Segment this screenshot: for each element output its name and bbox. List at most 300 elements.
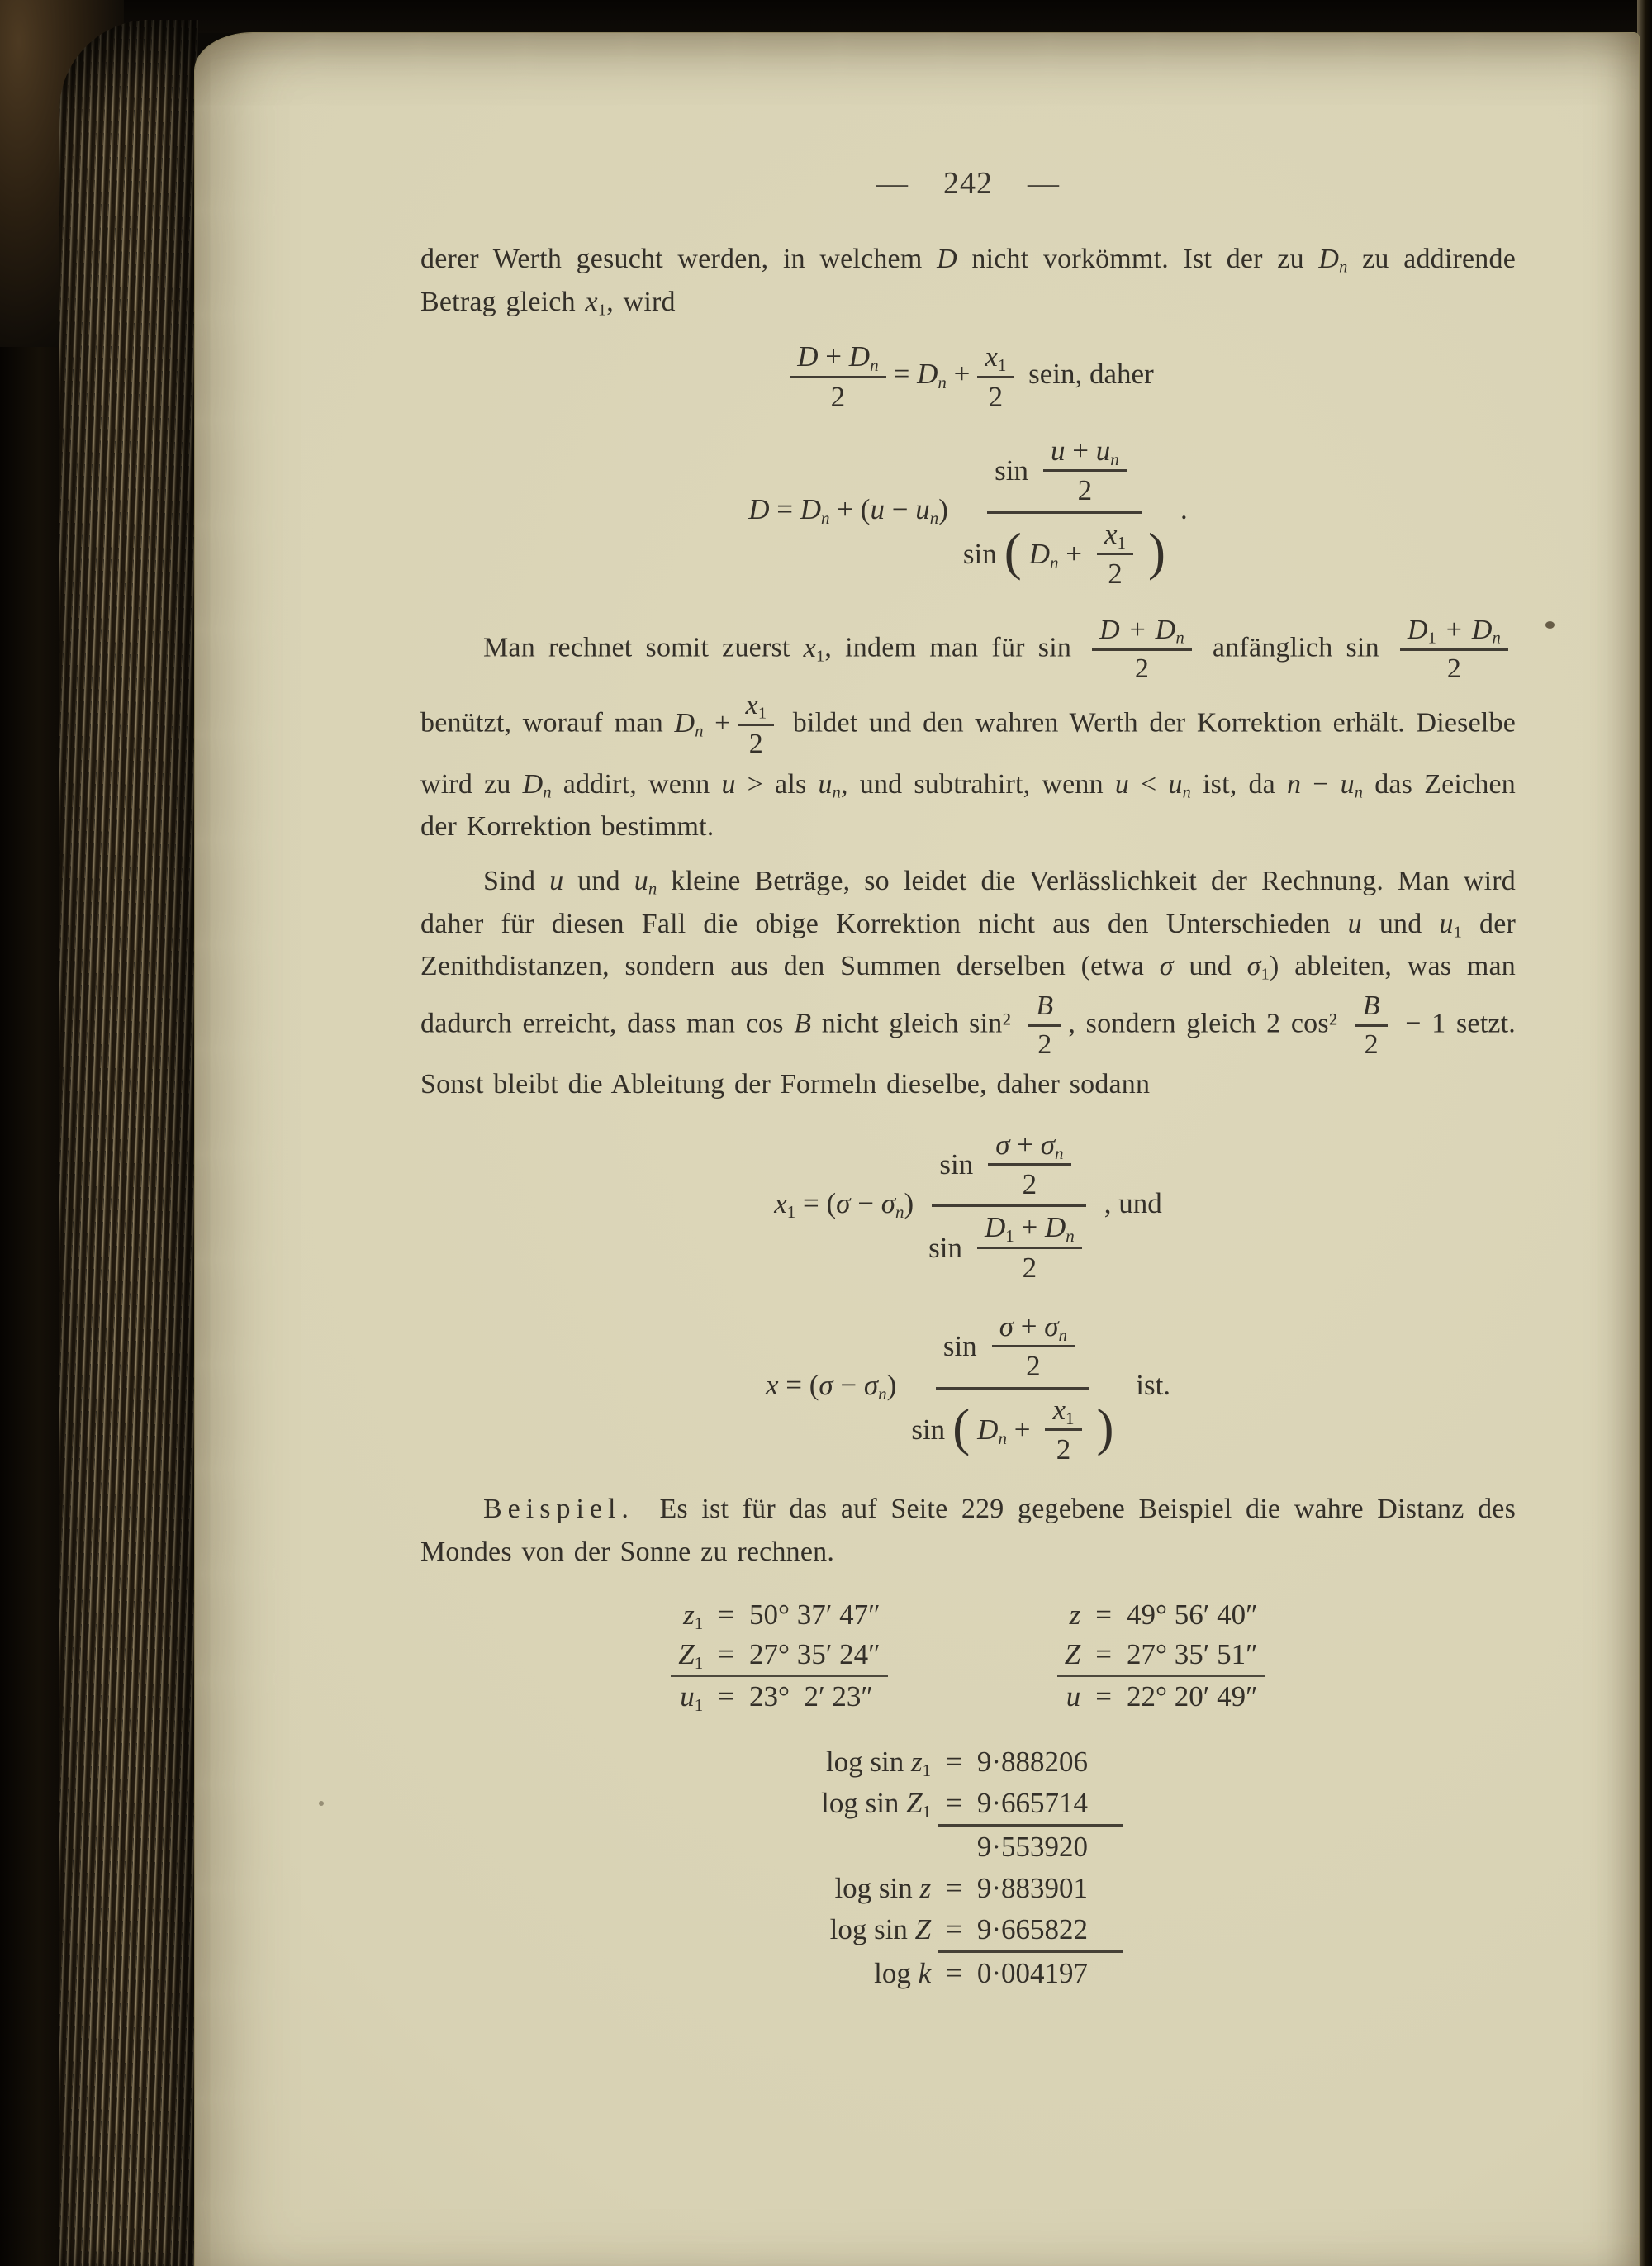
- math-symbol: [874, 1187, 881, 1219]
- math-token: u: [1114, 768, 1130, 800]
- math-token: u: [549, 865, 564, 896]
- denominator: [1440, 651, 1469, 687]
- math-run: [1099, 614, 1184, 647]
- subscript: [930, 508, 939, 528]
- text-run: Sind: [483, 865, 550, 896]
- equals-sign: =: [938, 1909, 970, 1953]
- text-run: und: [1361, 908, 1440, 939]
- math-token: 1: [1066, 1408, 1075, 1428]
- math-token: D: [984, 1211, 1006, 1244]
- value-column-right: [1057, 1595, 1265, 1717]
- numerator: [977, 338, 1014, 378]
- paragraph-example: [420, 1488, 1516, 1573]
- text-run: , indem man für sin: [824, 632, 1085, 663]
- numerator: [1043, 432, 1127, 472]
- numerator: [932, 1124, 1085, 1208]
- math-run: [995, 1128, 1063, 1162]
- math-token: σ: [1246, 951, 1261, 982]
- denominator: [1049, 1431, 1079, 1468]
- math-run: [1029, 537, 1082, 571]
- math-token: σ: [1044, 1310, 1059, 1342]
- equals-sign: =: [946, 1745, 962, 1778]
- log-row: [814, 1741, 1123, 1783]
- math-run: [674, 708, 730, 739]
- fraction: [1400, 612, 1508, 687]
- subscript: [1261, 966, 1270, 984]
- denominator: [1100, 555, 1130, 592]
- math-symbol: =: [786, 1369, 802, 1402]
- log-value: 9·888206: [976, 1745, 1089, 1778]
- log-label: [814, 1827, 938, 1868]
- denominator: [1127, 651, 1156, 687]
- math-token: n: [695, 722, 704, 741]
- math-symbol: [704, 708, 715, 739]
- math-token: 1: [997, 355, 1007, 376]
- log-label: log sin Z: [829, 1912, 932, 1945]
- math-token: u: [1439, 908, 1454, 939]
- math-token: x: [1104, 517, 1118, 550]
- equals-sign: =: [718, 1598, 735, 1631]
- value-row: [671, 1635, 887, 1677]
- value-text: 23° 2′ 23″: [749, 1679, 873, 1713]
- math-symbol: +: [1446, 615, 1463, 646]
- subscript: [695, 722, 703, 740]
- math-symbol: [1058, 538, 1066, 570]
- math-symbol: =: [893, 358, 910, 391]
- math-token: σ: [999, 1310, 1014, 1342]
- subscript: [998, 1428, 1007, 1448]
- subscript: [1066, 1408, 1075, 1428]
- math-token: n: [1110, 449, 1119, 469]
- scan-right-shadow: [1637, 0, 1652, 2266]
- math-symbol: [1301, 769, 1313, 800]
- text-run: nicht gleich sin²: [811, 1008, 1022, 1039]
- math-token: n: [938, 373, 947, 393]
- math-run: [765, 1369, 897, 1404]
- math-run: [803, 632, 825, 666]
- math-symbol: [1010, 1128, 1018, 1161]
- math-token: n: [998, 1428, 1007, 1448]
- value-row: [1057, 1595, 1265, 1635]
- math-token: σ: [995, 1128, 1010, 1161]
- subscript: [1428, 629, 1436, 648]
- subscript: [1118, 532, 1127, 552]
- display-formula-2: [420, 430, 1516, 594]
- text-run: 2: [988, 380, 1004, 413]
- math-token: x: [985, 340, 998, 373]
- math-run: [721, 769, 735, 800]
- subscript: [648, 881, 657, 899]
- math-token: n: [1066, 1226, 1075, 1247]
- math-symbol: [819, 1187, 827, 1219]
- math-symbol: [1065, 435, 1072, 467]
- fraction: [1028, 988, 1061, 1063]
- math-run: [1052, 1393, 1074, 1427]
- numerator: [992, 1308, 1075, 1347]
- math-run: [549, 866, 563, 896]
- display-formula-1: [420, 338, 1516, 416]
- log-value: 9·665822: [970, 1909, 1123, 1953]
- text-run: 2: [830, 380, 846, 413]
- text-run: 2: [1108, 557, 1123, 590]
- paragraph-2: [420, 612, 1516, 848]
- math-token: x: [745, 690, 758, 721]
- text-run: , wird: [606, 286, 676, 317]
- denominator: sin ( $D_n$ + $\frac{x_1}{2}$ ): [904, 1390, 1121, 1470]
- log-row: [814, 1783, 1123, 1827]
- math-run: [984, 1210, 1075, 1247]
- math-symbol: [909, 358, 917, 390]
- math-symbol: +: [1021, 1211, 1038, 1244]
- math-symbol: −: [840, 1369, 857, 1402]
- log-value: 9·553920: [976, 1830, 1089, 1863]
- math-token: D: [1155, 615, 1176, 646]
- text-run: das Zeichen der Korrektion bestimmt.: [420, 768, 1517, 843]
- math-token: n: [929, 507, 939, 528]
- text-run: Man rechnet somit zuerst: [483, 632, 804, 663]
- math-symbol: +: [825, 340, 843, 373]
- emphasized-text: Beispiel.: [483, 1494, 634, 1525]
- subscript: [1493, 629, 1501, 648]
- subscript: [821, 508, 830, 528]
- text-run: 2: [1022, 1168, 1037, 1201]
- text-run: 2: [1446, 653, 1462, 685]
- subscript: [1055, 1143, 1064, 1163]
- math-symbol: [853, 493, 861, 525]
- math-token: n: [878, 1384, 887, 1404]
- math-token: 1: [597, 301, 607, 320]
- text-run: zu addirende Betrag gleich: [420, 244, 1516, 317]
- math-symbol: −: [891, 493, 909, 526]
- numerator: [738, 687, 775, 726]
- denominator: [921, 1207, 1097, 1288]
- math-symbol: (: [809, 1369, 819, 1402]
- math-symbol: =: [803, 1186, 819, 1219]
- math-symbol: (: [860, 493, 871, 526]
- subscript: [758, 705, 767, 723]
- math-run: [985, 340, 1007, 376]
- math-token: D: [522, 768, 544, 800]
- math-symbol: [1329, 769, 1341, 800]
- math-token: B: [1362, 990, 1380, 1021]
- math-var: u: [1066, 1679, 1081, 1713]
- math-token: n: [1354, 783, 1364, 802]
- math-run: [746, 689, 767, 722]
- math-run: [523, 769, 552, 800]
- subscript: 1: [694, 1652, 704, 1673]
- math-symbol: +: [1129, 615, 1146, 646]
- subscript: [816, 647, 824, 665]
- denominator: [981, 378, 1011, 416]
- math-symbol: [1014, 1211, 1022, 1243]
- math-run: [1348, 909, 1362, 939]
- math-token: u: [1095, 434, 1111, 467]
- fraction: [1092, 612, 1192, 687]
- math-token: 1: [757, 705, 767, 724]
- math-run: [1363, 990, 1380, 1023]
- log-value: 9·665714: [970, 1783, 1123, 1827]
- display-formula-4: [420, 1306, 1516, 1470]
- math-symbol: [1146, 615, 1156, 645]
- math-symbol: [1014, 1310, 1021, 1342]
- math-token: u: [915, 493, 930, 526]
- denominator: sin ( $D_n$ + $\frac{x_1}{2}$ ): [956, 514, 1173, 595]
- log-label: $\log \sin z_1$: [825, 1745, 932, 1780]
- math-token: D: [1028, 537, 1050, 570]
- math-symbol: [830, 493, 838, 525]
- denominator: [1357, 1027, 1386, 1063]
- math-symbol: ): [886, 1369, 897, 1402]
- text-run: sin: [928, 1231, 962, 1264]
- value-text: 27° 35′ 24″: [742, 1635, 888, 1677]
- fraction: [1045, 1391, 1081, 1469]
- subscript: [895, 1202, 904, 1222]
- math-var: z: [683, 1598, 695, 1631]
- math-token: x: [774, 1186, 787, 1219]
- math-token: D: [800, 493, 822, 526]
- math-token: u: [1168, 768, 1183, 800]
- equals-sign: =: [1088, 1635, 1119, 1677]
- math-token: 1: [1260, 965, 1270, 984]
- math-run: [1439, 908, 1463, 942]
- math-symbol: +: [1066, 537, 1082, 570]
- equals-sign: =: [1095, 1598, 1112, 1631]
- fraction: [992, 1308, 1075, 1385]
- math-symbol: ): [938, 493, 948, 526]
- math-token: u: [1340, 768, 1355, 800]
- math-token: n: [1339, 258, 1348, 277]
- math-symbol: [1462, 615, 1472, 645]
- text-run: ist, da: [1191, 768, 1287, 800]
- math-token: n: [1286, 768, 1302, 800]
- value-column-left: [671, 1595, 887, 1717]
- text-run: nicht vorkömmt. Ist der zu: [957, 244, 1319, 274]
- denominator: [742, 726, 771, 762]
- math-symbol: [842, 340, 849, 373]
- math-token: u: [634, 865, 648, 896]
- fraction: [738, 687, 775, 762]
- denominator: [1070, 472, 1100, 509]
- numerator: [987, 430, 1142, 514]
- math-token: 1: [1453, 923, 1463, 942]
- log-row: [814, 1827, 1123, 1868]
- numerator: [1028, 988, 1061, 1027]
- math-run: [977, 1413, 1030, 1447]
- log-row: [814, 1953, 1123, 1994]
- denominator: [1018, 1347, 1048, 1385]
- equals-sign: [938, 1827, 970, 1868]
- subscript: [1066, 1226, 1075, 1246]
- math-token: n: [543, 783, 552, 802]
- math-run: [585, 286, 607, 320]
- math-token: 1: [815, 647, 825, 666]
- math-token: n: [1049, 552, 1059, 572]
- text-run: <: [1129, 768, 1169, 800]
- numerator: [1097, 515, 1133, 555]
- math-var: Z: [906, 1786, 923, 1819]
- math-run: [1168, 769, 1191, 800]
- math-run: [634, 865, 657, 899]
- math-run: [1246, 951, 1270, 984]
- subscript: [870, 355, 879, 375]
- math-symbol: +: [1017, 1128, 1033, 1161]
- text-run: , und: [1104, 1186, 1162, 1219]
- log-row: [814, 1909, 1123, 1953]
- math-run: [1318, 244, 1348, 277]
- math-symbol: [885, 493, 892, 525]
- value-row: [1057, 1677, 1265, 1717]
- math-symbol: [947, 358, 954, 390]
- math-run: [1287, 769, 1363, 800]
- math-token: 1: [786, 1201, 796, 1222]
- math-symbol: +: [1014, 1413, 1031, 1446]
- text-run: kleine Beträge, so leidet die Verlässlichkeit der Rechnung. Man wird daher für diesen Fall die obige Korrektion nicht aus den Unterschieden: [420, 865, 1517, 939]
- display-formula-3: [420, 1124, 1516, 1288]
- math-symbol: [795, 1187, 803, 1219]
- text-run: der Zenithdistanzen, sondern aus den Summen derselben (etwa: [420, 908, 1517, 982]
- math-symbol: +: [953, 358, 971, 391]
- math-token: B: [1036, 990, 1054, 1021]
- value-text: 22° 20′ 49″: [1126, 1679, 1258, 1713]
- math-symbol: −: [1313, 768, 1329, 800]
- math-token: n: [895, 1201, 904, 1222]
- math-run: [1051, 434, 1119, 468]
- math-symbol: [857, 1369, 864, 1401]
- text-run: 2: [1077, 474, 1093, 507]
- math-token: n: [1175, 629, 1184, 648]
- equals-sign: =: [1095, 1679, 1112, 1713]
- text-run: 2: [1022, 1251, 1037, 1284]
- math-symbol: +: [1020, 1310, 1037, 1342]
- math-symbol: =: [776, 493, 794, 526]
- subscript: [998, 355, 1007, 375]
- math-var: u: [680, 1679, 695, 1713]
- value-text: 50° 37′ 47″: [749, 1598, 881, 1631]
- text-run: anfänglich sin: [1199, 632, 1393, 663]
- math-run: [774, 1186, 914, 1222]
- math-var: z: [1069, 1598, 1081, 1631]
- denominator: [824, 378, 853, 416]
- math-run: [794, 1008, 811, 1038]
- subscript: [833, 783, 841, 801]
- math-symbol: ): [904, 1186, 914, 1219]
- math-token: D: [1099, 615, 1120, 646]
- fraction: [1355, 988, 1388, 1063]
- fraction: [977, 338, 1014, 416]
- math-var: Z: [678, 1637, 695, 1670]
- value-row: [671, 1595, 887, 1635]
- log-label: $\log \sin Z_1$: [821, 1786, 932, 1822]
- subscript: [938, 373, 947, 392]
- text-run: − 1 setzt. Sonst bleibt die Ableitung der Formeln dieselbe, daher sodann: [420, 1008, 1516, 1100]
- math-token: u: [818, 768, 833, 800]
- example-values: [420, 1595, 1516, 1717]
- math-token: n: [870, 355, 879, 376]
- math-token: u: [721, 768, 736, 800]
- math-token: n: [1055, 1143, 1064, 1163]
- page-edges-stack: [59, 20, 198, 2266]
- math-run: [1408, 614, 1501, 647]
- math-symbol: −: [857, 1186, 874, 1219]
- math-run: [748, 493, 948, 528]
- numerator: [936, 1306, 1089, 1390]
- math-token: 1: [1427, 629, 1437, 648]
- value-symbol: [671, 1677, 710, 1717]
- math-token: x: [1052, 1393, 1066, 1426]
- math-var: Z: [914, 1912, 932, 1945]
- math-run: [1036, 990, 1053, 1023]
- text-run: , sondern gleich 2 cos²: [1068, 1008, 1348, 1039]
- value-row: [1057, 1635, 1265, 1677]
- text-run: sin: [911, 1413, 946, 1446]
- equals-sign: =: [946, 1871, 962, 1904]
- text-run: 2: [1364, 1029, 1379, 1061]
- text-run: 2: [1037, 1029, 1052, 1061]
- value-symbol: [1057, 1595, 1088, 1635]
- math-token: x: [585, 286, 598, 317]
- subscript: [1058, 1325, 1067, 1345]
- math-symbol: [819, 340, 826, 373]
- math-symbol: [1037, 1211, 1045, 1243]
- subscript: 1: [694, 1694, 704, 1715]
- math-token: σ: [881, 1186, 895, 1219]
- numerator: [977, 1209, 1082, 1248]
- value-symbol: [671, 1595, 710, 1635]
- numerator: [1092, 612, 1192, 651]
- log-value: 0·004197: [976, 1956, 1089, 1989]
- math-token: D: [977, 1413, 999, 1446]
- math-var: z: [911, 1745, 923, 1778]
- header-dash-right: —: [1028, 166, 1060, 201]
- math-var: k: [918, 1956, 932, 1989]
- text-run: ist.: [1128, 1369, 1171, 1402]
- log-value: 9·883901: [976, 1871, 1089, 1904]
- math-token: σ: [836, 1186, 851, 1219]
- text-run: sin: [942, 1330, 977, 1363]
- numerator: [790, 338, 885, 378]
- math-symbol: [1033, 1128, 1041, 1161]
- subscript: [787, 1202, 796, 1222]
- math-token: D: [1471, 615, 1493, 646]
- equals-sign: =: [710, 1635, 742, 1677]
- book-page: [195, 33, 1639, 2266]
- math-token: 1: [1117, 532, 1127, 553]
- math-token: u: [1050, 434, 1066, 467]
- subscript: 1: [922, 1801, 932, 1822]
- value-symbol: [1057, 1635, 1088, 1677]
- math-token: D: [1407, 615, 1428, 646]
- math-var: Z: [1064, 1637, 1081, 1670]
- math-symbol: [802, 1369, 809, 1401]
- math-token: D: [848, 340, 871, 373]
- page-header: [420, 33, 1516, 202]
- fraction: [977, 1209, 1082, 1286]
- scan-top-shadow: [0, 0, 1652, 33]
- denominator: [1030, 1027, 1059, 1063]
- math-var: z: [919, 1871, 932, 1904]
- text-run: und: [1173, 951, 1247, 982]
- fraction: [904, 1306, 1121, 1470]
- ink-speck: [319, 1801, 324, 1806]
- text-run: ) ableiten, was man dadurch erreicht, dass man cos: [420, 951, 1517, 1039]
- math-token: u: [870, 493, 885, 526]
- value-symbol: [1057, 1677, 1088, 1717]
- math-symbol: [793, 493, 800, 525]
- subscript: [878, 1384, 887, 1404]
- numerator: [988, 1126, 1070, 1166]
- math-token: σ: [1159, 951, 1174, 982]
- math-token: D: [674, 707, 695, 739]
